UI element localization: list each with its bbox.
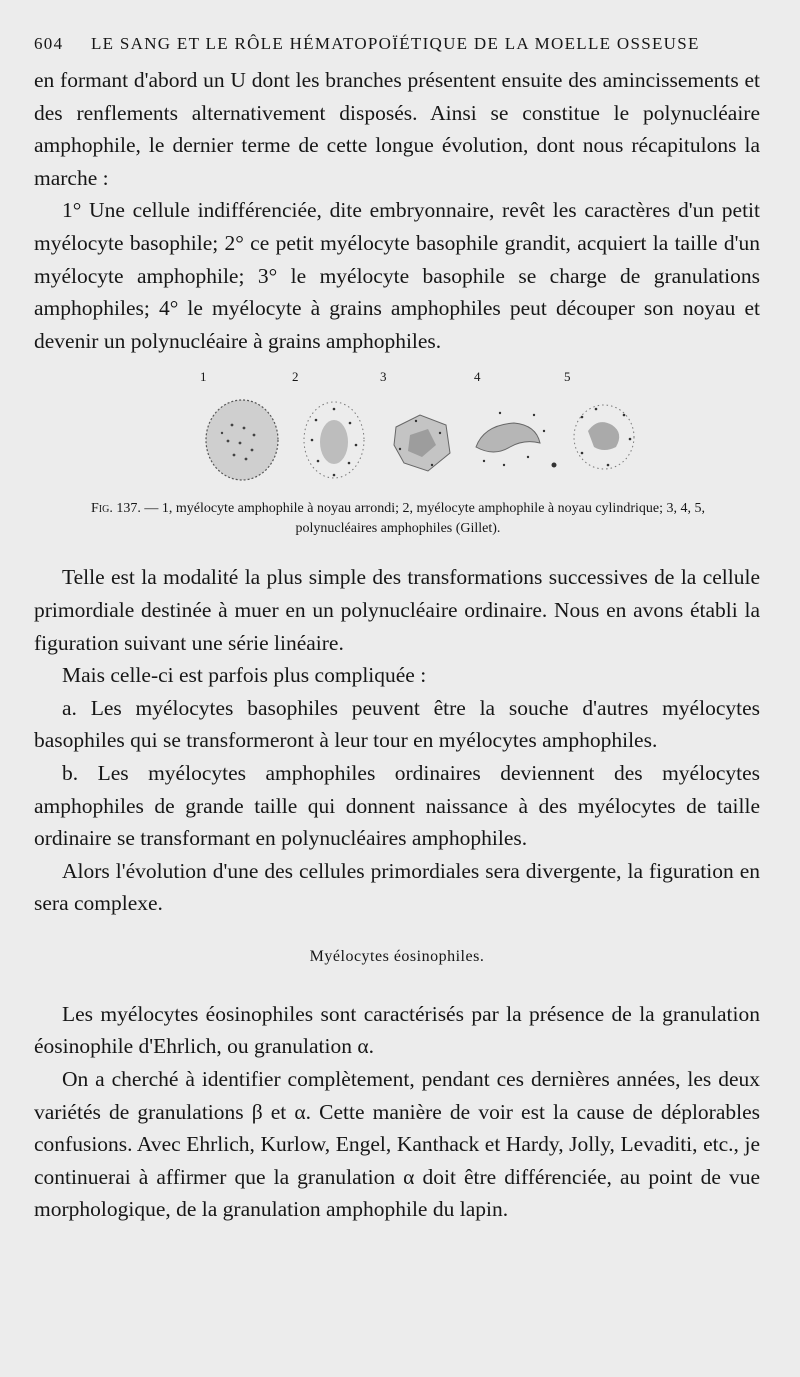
paragraph: Les myélocytes éosinophiles sont caractérisés par la présence de la granulation éosinophile d'Ehrlich, ou granulation α. (34, 1001, 760, 1059)
paragraph: 1° Une cellule indifférenciée, dite embryonnaire, revêt les caractères d'un petit myélocyte basophile; 2° ce petit myélocyte basophile grandit, acquiert la taille d'un myélocyte amphophile; 3° le myélocyte basophile se charge de granulations amphophiles; 4° le myélocyte à grains amphophiles peut découper son noyau et devenir un polynucléaire à grains amphophiles. (34, 198, 760, 353)
figure-number: 3 (380, 369, 387, 385)
cell-5 (574, 405, 634, 469)
figure-numbers (34, 369, 760, 395)
paragraph: Alors l'évolution d'une des cellules primordiales sera divergente, la figuration en sera complexe. (34, 858, 760, 916)
figure-number: 1 (200, 369, 207, 385)
section-title: Myélocytes éosinophiles. (309, 947, 485, 965)
paragraph: en formant d'abord un U dont les branches présentent ensuite des amincissements et des renflements alternativement disposés. Ainsi se constitue le polynucléaire amphophile, le dernier terme de cette longue évolution, dont nous récapitulons la marche : (34, 68, 760, 190)
paragraph: Mais celle-ci est parfois plus compliquée : (62, 663, 427, 688)
running-title: LE SANG ET LE RÔLE HÉMATOPOÏÉTIQUE DE LA MOELLE OSSEUSE (90, 34, 700, 53)
figure-137 (34, 369, 760, 539)
figure-number: 5 (564, 369, 571, 385)
paragraph: Telle est la modalité la plus simple des transformations successives de la cellule primordiale destinée à muer en un polynucléaire ordinaire. Nous en avons établi la figuration suivant une série linéaire. (34, 565, 760, 655)
paragraph-item-b: b. Les myélocytes amphophiles ordinaires deviennent des myélocytes amphophiles de grande taille qui donnent naissance à des myélocytes de taille ordinaire se transformant en polynucléaires amphophiles. (34, 760, 760, 851)
cell-2 (304, 402, 364, 478)
figure-caption (56, 499, 740, 539)
cell-1 (206, 400, 278, 480)
paragraph: On a cherché à identifier complètement, pendant ces dernières années, les deux variétés de granulations β et α. Cette manière de voir est la cause de déplorables confusions. Avec Ehrlich, Kurlow, Engel, Kanthack et Hardy, Jolly, Levaditi, etc., je continuerai à affirmer que la granulation α doit être différenciée, au point de vue morphologique, de la granulation amphophile du lapin. (34, 1067, 760, 1222)
figure-number: 2 (292, 369, 299, 385)
figure-caption-text: — 1, myélocyte amphophile à noyau arrondi; 2, myélocyte amphophile à noyau cylindrique; 3, 4, 5, polynucléaires amphophiles (Gillet). (140, 501, 705, 537)
figure-label: Fig. 137. (91, 501, 141, 517)
cell-4 (476, 412, 557, 468)
running-head (34, 34, 760, 54)
cells-illustration (184, 395, 664, 485)
cell-3 (394, 415, 450, 471)
page-number: 604 (34, 34, 64, 53)
paragraph-item-a: a. Les myélocytes basophiles peuvent être la souche d'autres myélocytes basophiles qui se transformeront à leur tour en myélocytes amphophiles. (34, 695, 760, 753)
figure-number: 4 (474, 369, 481, 385)
